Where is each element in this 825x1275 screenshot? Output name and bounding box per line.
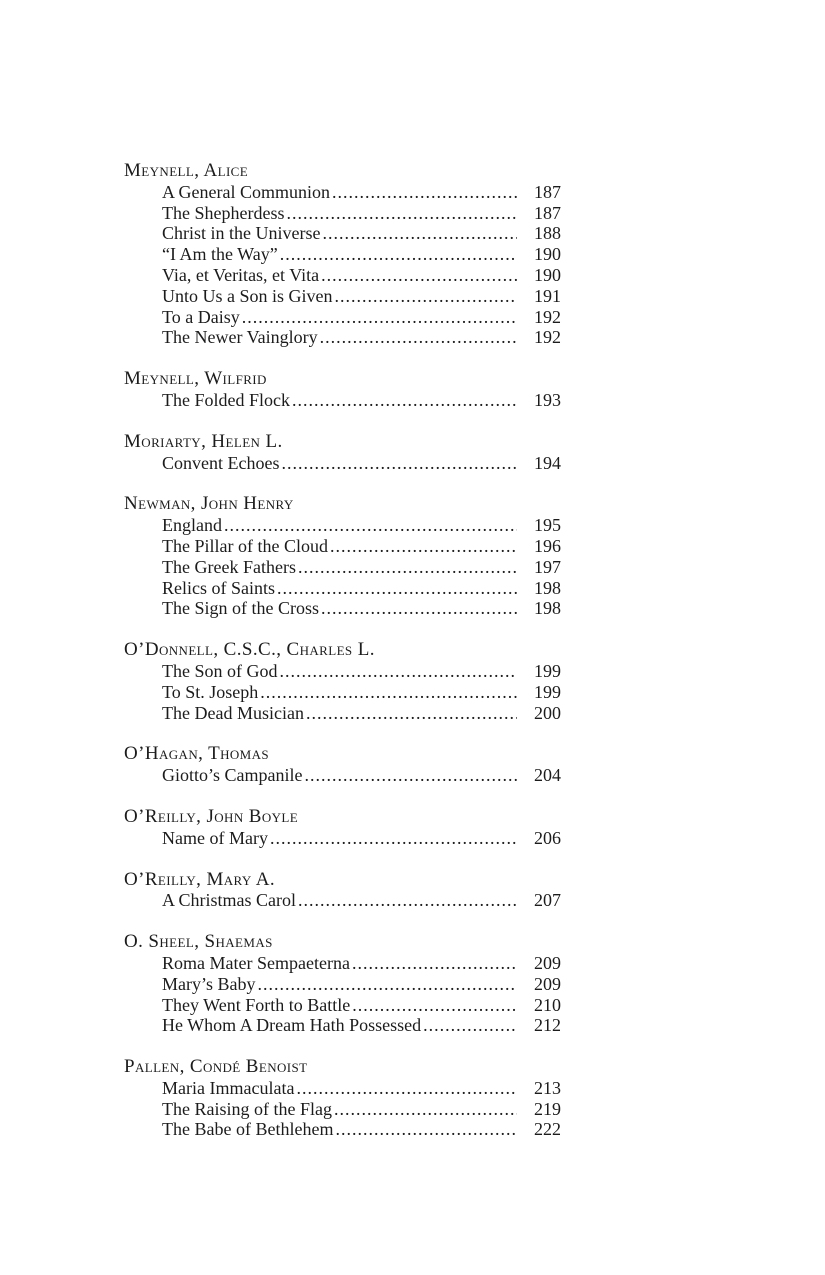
toc-entry — [162, 265, 561, 286]
toc-entry — [162, 1119, 561, 1140]
toc-entry — [162, 307, 561, 328]
toc-entry — [162, 974, 561, 995]
author-section — [124, 494, 561, 619]
author-section — [124, 640, 561, 723]
toc-entry — [162, 682, 561, 703]
poem-title: The Shepherdess — [162, 202, 285, 223]
dot-leader — [298, 557, 517, 578]
page-number: 213 — [534, 1077, 561, 1098]
dot-leader — [352, 953, 517, 974]
page-number: 196 — [534, 535, 561, 556]
poem-title: He Whom A Dream Hath Possessed — [162, 1015, 422, 1036]
page-number: 209 — [534, 952, 561, 973]
author-heading: Newman, John Henry — [124, 493, 294, 515]
author-heading: Meynell, Alice — [124, 160, 249, 181]
author-heading: Meynell, Wilfrid — [124, 368, 267, 390]
author-section — [124, 807, 561, 849]
dot-leader — [292, 390, 517, 411]
toc-entry — [162, 828, 561, 849]
author-heading: O. Sheel, Shaemas — [124, 931, 273, 953]
page-number: 206 — [534, 827, 561, 848]
toc-entry — [162, 1099, 561, 1120]
dot-leader — [298, 890, 517, 911]
dot-leader — [335, 1119, 517, 1140]
toc-entry — [162, 203, 561, 224]
toc-entry — [162, 765, 561, 786]
poem-title: The Greek Fathers — [162, 556, 296, 577]
page-number: 212 — [534, 1015, 561, 1036]
toc-entry — [162, 536, 561, 557]
dot-leader — [322, 223, 517, 244]
dot-leader — [286, 203, 517, 224]
page-number: 194 — [534, 452, 561, 473]
author-section — [124, 870, 561, 912]
toc-entry — [162, 327, 561, 348]
poem-title: Maria Immaculata — [162, 1077, 295, 1098]
poem-title: England — [162, 515, 222, 536]
author-section — [124, 932, 561, 1036]
page-number: 192 — [534, 327, 561, 348]
author-section — [124, 369, 561, 411]
poem-title: Christ in the Universe — [162, 223, 321, 244]
author-section — [124, 1057, 561, 1140]
dot-leader — [280, 661, 518, 682]
dot-leader — [330, 536, 517, 557]
author-section — [124, 744, 561, 786]
poem-title: The Raising of the Flag — [162, 1098, 332, 1119]
dot-leader — [270, 828, 517, 849]
dot-leader — [280, 244, 517, 265]
toc-entry — [162, 515, 561, 536]
page-number: 222 — [534, 1119, 561, 1140]
table-of-contents — [124, 161, 561, 1140]
poem-title: To a Daisy — [162, 306, 240, 327]
author-heading: O’Reilly, Mary A. — [124, 868, 276, 890]
page-number: 197 — [534, 556, 561, 577]
toc-entry — [162, 390, 561, 411]
toc-entry — [162, 578, 561, 599]
page-number: 187 — [534, 181, 561, 202]
poem-title: The Folded Flock — [162, 389, 290, 410]
dot-leader — [277, 578, 517, 599]
page-number: 209 — [534, 973, 561, 994]
page-number: 192 — [534, 306, 561, 327]
poem-title: Via, et Veritas, et Vita — [162, 264, 320, 285]
poem-title: A General Communion — [162, 181, 330, 202]
dot-leader — [352, 995, 517, 1016]
page-number: 191 — [534, 285, 561, 306]
dot-leader — [296, 1078, 517, 1099]
dot-leader — [224, 515, 517, 536]
page-number: 204 — [534, 765, 561, 786]
toc-entry — [162, 244, 561, 265]
page-number: 198 — [534, 577, 561, 598]
poem-title: Roma Mater Sempaeterna — [162, 952, 350, 973]
poem-title: The Pillar of the Cloud — [162, 535, 328, 556]
toc-entry — [162, 661, 561, 682]
toc-entry — [162, 286, 561, 307]
dot-leader — [306, 703, 517, 724]
dot-leader — [320, 327, 517, 348]
poem-title: Giotto’s Campanile — [162, 765, 303, 786]
poem-title: Relics of Saints — [162, 577, 275, 598]
toc-entry — [162, 703, 561, 724]
author-section — [124, 432, 561, 474]
toc-entry — [162, 182, 561, 203]
poem-title: A Christmas Carol — [162, 890, 296, 911]
toc-entry — [162, 1015, 561, 1036]
poem-title: Convent Echoes — [162, 452, 280, 473]
toc-entry — [162, 953, 561, 974]
poem-title: Name of Mary — [162, 827, 268, 848]
page-number: 207 — [534, 890, 561, 911]
dot-leader — [258, 974, 518, 995]
poem-title: The Dead Musician — [162, 702, 304, 723]
toc-entry — [162, 890, 561, 911]
dot-leader — [332, 182, 517, 203]
dot-leader — [335, 286, 518, 307]
poem-title: The Son of God — [162, 660, 278, 681]
author-heading: Pallen, Condé Benoist — [124, 1056, 308, 1078]
dot-leader — [321, 598, 517, 619]
page-number: 199 — [534, 660, 561, 681]
toc-entry — [162, 223, 561, 244]
poem-title: They Went Forth to Battle — [162, 994, 351, 1015]
poem-title: The Sign of the Cross — [162, 598, 319, 619]
toc-entry — [162, 995, 561, 1016]
author-heading: Moriarty, Helen L. — [124, 430, 283, 452]
page-number: 188 — [534, 223, 561, 244]
poem-title: To St. Joseph — [162, 681, 259, 702]
page-number: 219 — [534, 1098, 561, 1119]
page-number: 200 — [534, 702, 561, 723]
poem-title: The Newer Vainglory — [162, 327, 318, 348]
author-heading: O’Hagan, Thomas — [124, 743, 270, 765]
page-number: 198 — [534, 598, 561, 619]
dot-leader — [334, 1099, 517, 1120]
toc-entry — [162, 453, 561, 474]
toc-entry — [162, 598, 561, 619]
dot-leader — [304, 765, 517, 786]
dot-leader — [321, 265, 517, 286]
toc-entry — [162, 557, 561, 578]
page-number: 187 — [534, 202, 561, 223]
page-number: 190 — [534, 244, 561, 265]
page-number: 193 — [534, 389, 561, 410]
dot-leader — [242, 307, 517, 328]
dot-leader — [281, 453, 517, 474]
page-number: 210 — [534, 994, 561, 1015]
author-section — [124, 161, 561, 348]
dot-leader — [423, 1015, 517, 1036]
dot-leader — [260, 682, 517, 703]
poem-title: “I Am the Way” — [162, 244, 278, 265]
page-number: 195 — [534, 515, 561, 536]
poem-title: The Babe of Bethlehem — [162, 1119, 334, 1140]
page-number: 190 — [534, 264, 561, 285]
poem-title: Unto Us a Son is Given — [162, 285, 333, 306]
author-heading: O’Donnell, C.S.C., Charles L. — [124, 639, 375, 661]
poem-title: Mary’s Baby — [162, 973, 256, 994]
page-number: 199 — [534, 681, 561, 702]
author-heading: O’Reilly, John Boyle — [124, 805, 299, 827]
toc-entry — [162, 1078, 561, 1099]
